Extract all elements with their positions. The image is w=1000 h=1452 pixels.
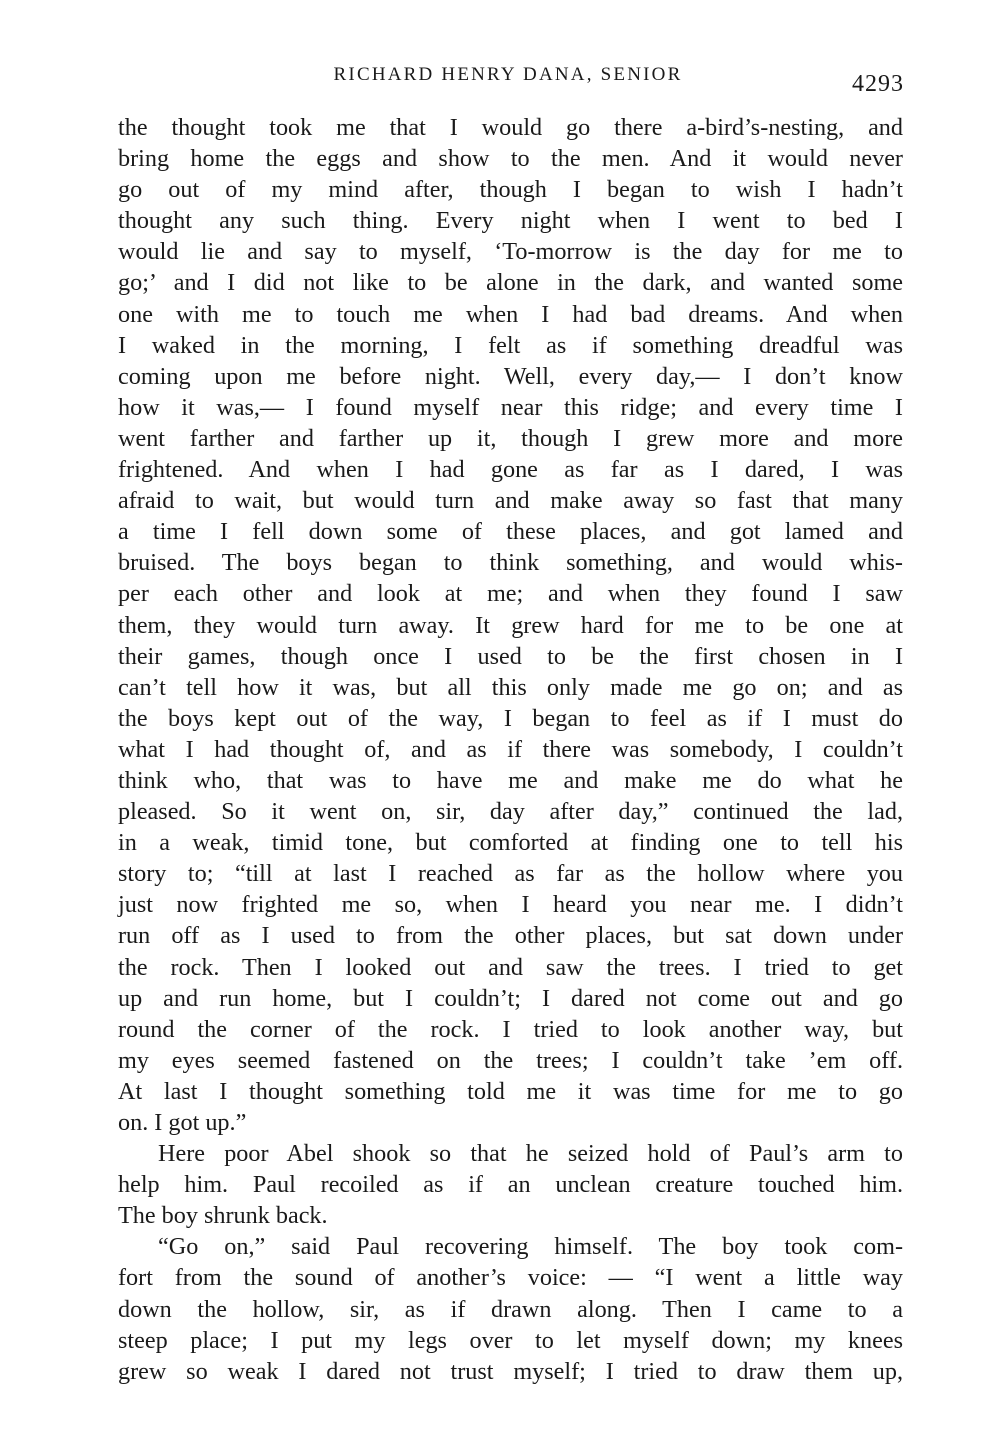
text-line: their games, though once I used to be the first chosen in I bbox=[118, 642, 903, 670]
text-line: frightened. And when I had gone as far as I dared, I was bbox=[118, 456, 903, 484]
text-line: run off as I used to from the other places, but sat down under bbox=[118, 922, 903, 950]
text-line: fort from the sound of another’s voice: — “I went a little way bbox=[118, 1264, 903, 1292]
text-line: go;’ and I did not like to be alone in the dark, and wanted some bbox=[118, 269, 903, 297]
text-line: per each other and look at me; and when they found I saw bbox=[118, 580, 903, 608]
paragraph-end-line: The boy shrunk back. bbox=[118, 1202, 328, 1230]
text-line: help him. Paul recoiled as if an unclean creature touched him. bbox=[118, 1171, 903, 1199]
text-line: think who, that was to have me and make me do what he bbox=[118, 766, 903, 794]
body-text bbox=[118, 112, 903, 1387]
text-line: At last I thought something told me it was time for me to go bbox=[118, 1077, 903, 1105]
text-line: go out of my mind after, though I began to wish I hadn’t bbox=[118, 176, 903, 204]
text-line: can’t tell how it was, but all this only made me go on; and as bbox=[118, 673, 903, 701]
text-line: I waked in the morning, I felt as if something dreadful was bbox=[118, 331, 903, 359]
text-line: a time I fell down some of these places, and got lamed and bbox=[118, 518, 903, 546]
running-title: RICHARD HENRY DANA, SENIOR bbox=[333, 64, 683, 85]
text-line: just now frighted me so, when I heard you near me. I didn’t bbox=[118, 891, 903, 919]
text-line: the thought took me that I would go there a-bird’s-nesting, and bbox=[118, 114, 903, 141]
page-number: 4293 bbox=[852, 71, 904, 97]
text-line: steep place; I put my legs over to let myself down; my knees bbox=[118, 1326, 903, 1354]
text-line: bruised. The boys began to think something, and would whis- bbox=[118, 549, 903, 577]
text-line: round the corner of the rock. I tried to look another way, but bbox=[118, 1015, 903, 1043]
text-line: what I had thought of, and as if there was somebody, I couldn’t bbox=[118, 735, 903, 763]
text-line: afraid to wait, but would turn and make away so fast that many bbox=[118, 487, 903, 515]
text-line: bring home the eggs and show to the men. And it would never bbox=[118, 145, 903, 173]
text-line: story to; “till at last I reached as far as the hollow where you bbox=[118, 860, 903, 888]
text-line: would lie and say to myself, ‘To-morrow is the day for me to bbox=[118, 238, 903, 266]
paragraph-end-line: on. I got up.” bbox=[118, 1109, 247, 1136]
text-line: thought any such thing. Every night when I went to bed I bbox=[118, 207, 903, 235]
text-line: how it was,— I found myself near this ridge; and every time I bbox=[118, 393, 903, 421]
text-line: down the hollow, sir, as if drawn along. Then I came to a bbox=[118, 1295, 903, 1323]
text-line: the rock. Then I looked out and saw the trees. I tried to get bbox=[118, 953, 903, 981]
text-line: one with me to touch me when I had bad dreams. And when bbox=[118, 300, 903, 328]
text-line: in a weak, timid tone, but comforted at finding one to tell his bbox=[118, 829, 903, 857]
text-line: grew so weak I dared not trust myself; I tried to draw them up, bbox=[118, 1357, 903, 1385]
paragraph-start-line: “Go on,” said Paul recovering himself. The boy took com- bbox=[158, 1233, 903, 1261]
text-line: them, they would turn away. It grew hard for me to be one at bbox=[118, 611, 903, 639]
text-line: pleased. So it went on, sir, day after day,” continued the lad, bbox=[118, 798, 903, 826]
text-line: the boys kept out of the way, I began to feel as if I must do bbox=[118, 704, 903, 732]
text-line: up and run home, but I couldn’t; I dared not come out and go bbox=[118, 984, 903, 1012]
text-line: my eyes seemed fastened on the trees; I couldn’t take ’em off. bbox=[118, 1046, 903, 1074]
text-line: went farther and farther up it, though I grew more and more bbox=[118, 424, 903, 452]
paragraph-start-line: Here poor Abel shook so that he seized hold of Paul’s arm to bbox=[158, 1140, 903, 1168]
running-header bbox=[0, 64, 1000, 97]
text-line: coming upon me before night. Well, every day,— I don’t know bbox=[118, 362, 903, 390]
